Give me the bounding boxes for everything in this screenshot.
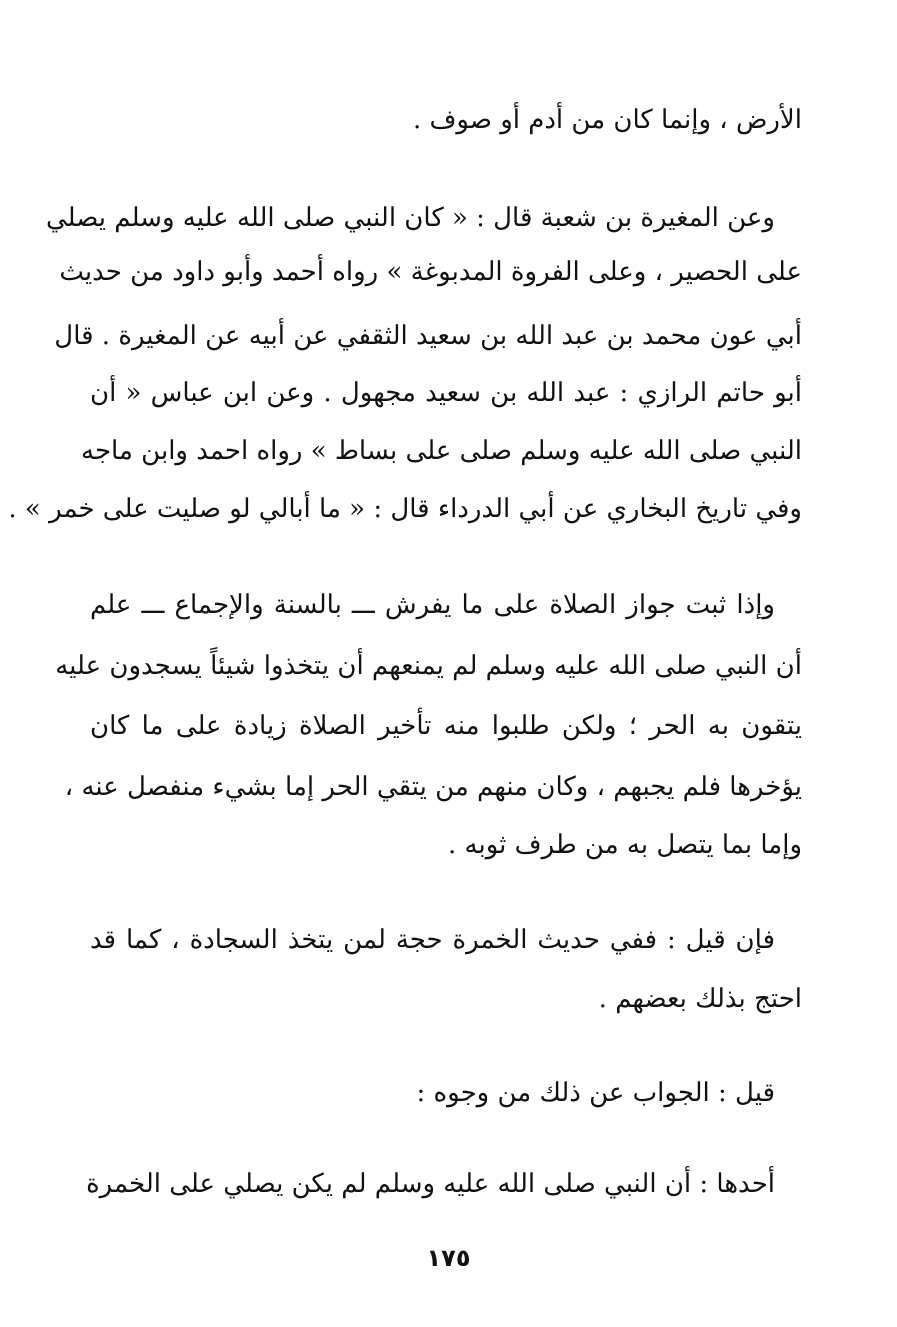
- text-line: احتج بذلك بعضهم .: [598, 984, 802, 1014]
- text-line: الأرض ، وإنما كان من أدم أو صوف .: [412, 105, 802, 135]
- text-line: وعن المغيرة بن شعبة قال : « كان النبي صلى الله عليه وسلم يصلي: [45, 203, 775, 233]
- text-line: النبي صلى الله عليه وسلم صلى على بساط » رواه احمد وابن ماجه: [81, 436, 802, 466]
- text-line: أبو حاتم الرازي : عبد الله بن سعيد مجهول . وعن ابن عباس « أن: [90, 378, 802, 408]
- text-line: أن النبي صلى الله عليه وسلم لم يمنعهم أن يتخذوا شيئاً يسجدون عليه: [55, 651, 802, 681]
- text-line: على الحصير ، وعلى الفروة المدبوغة » رواه أحمد وأبو داود من حديث: [59, 257, 802, 287]
- text-line: أبي عون محمد بن عبد الله بن سعيد الثقفي عن أبيه عن المغيرة . قال: [54, 321, 802, 351]
- text-line: فإن قيل : ففي حديث الخمرة حجة لمن يتخذ السجادة ، كما قد: [90, 925, 775, 955]
- text-line: يؤخرها فلم يجبهم ، وكان منهم من يتقي الحر إما بشيء منفصل عنه ،: [64, 772, 802, 802]
- text-line: قيل : الجواب عن ذلك من وجوه :: [416, 1078, 775, 1108]
- text-line: وفي تاريخ البخاري عن أبي الدرداء قال : « ما أبالي لو صليت على خمر » .: [8, 494, 802, 524]
- text-line: وإذا ثبت جواز الصلاة على ما يفرش ـــ بالسنة والإجماع ـــ علم: [90, 590, 775, 620]
- text-line: وإما بما يتصل به من طرف ثوبه .: [448, 830, 802, 860]
- text-line: يتقون به الحر ؛ ولكن طلبوا منه تأخير الصلاة زيادة على ما كان: [90, 711, 802, 741]
- page-number: ١٧٥: [426, 1244, 471, 1272]
- text-line: أحدها : أن النبي صلى الله عليه وسلم لم يكن يصلي على الخمرة: [86, 1169, 775, 1199]
